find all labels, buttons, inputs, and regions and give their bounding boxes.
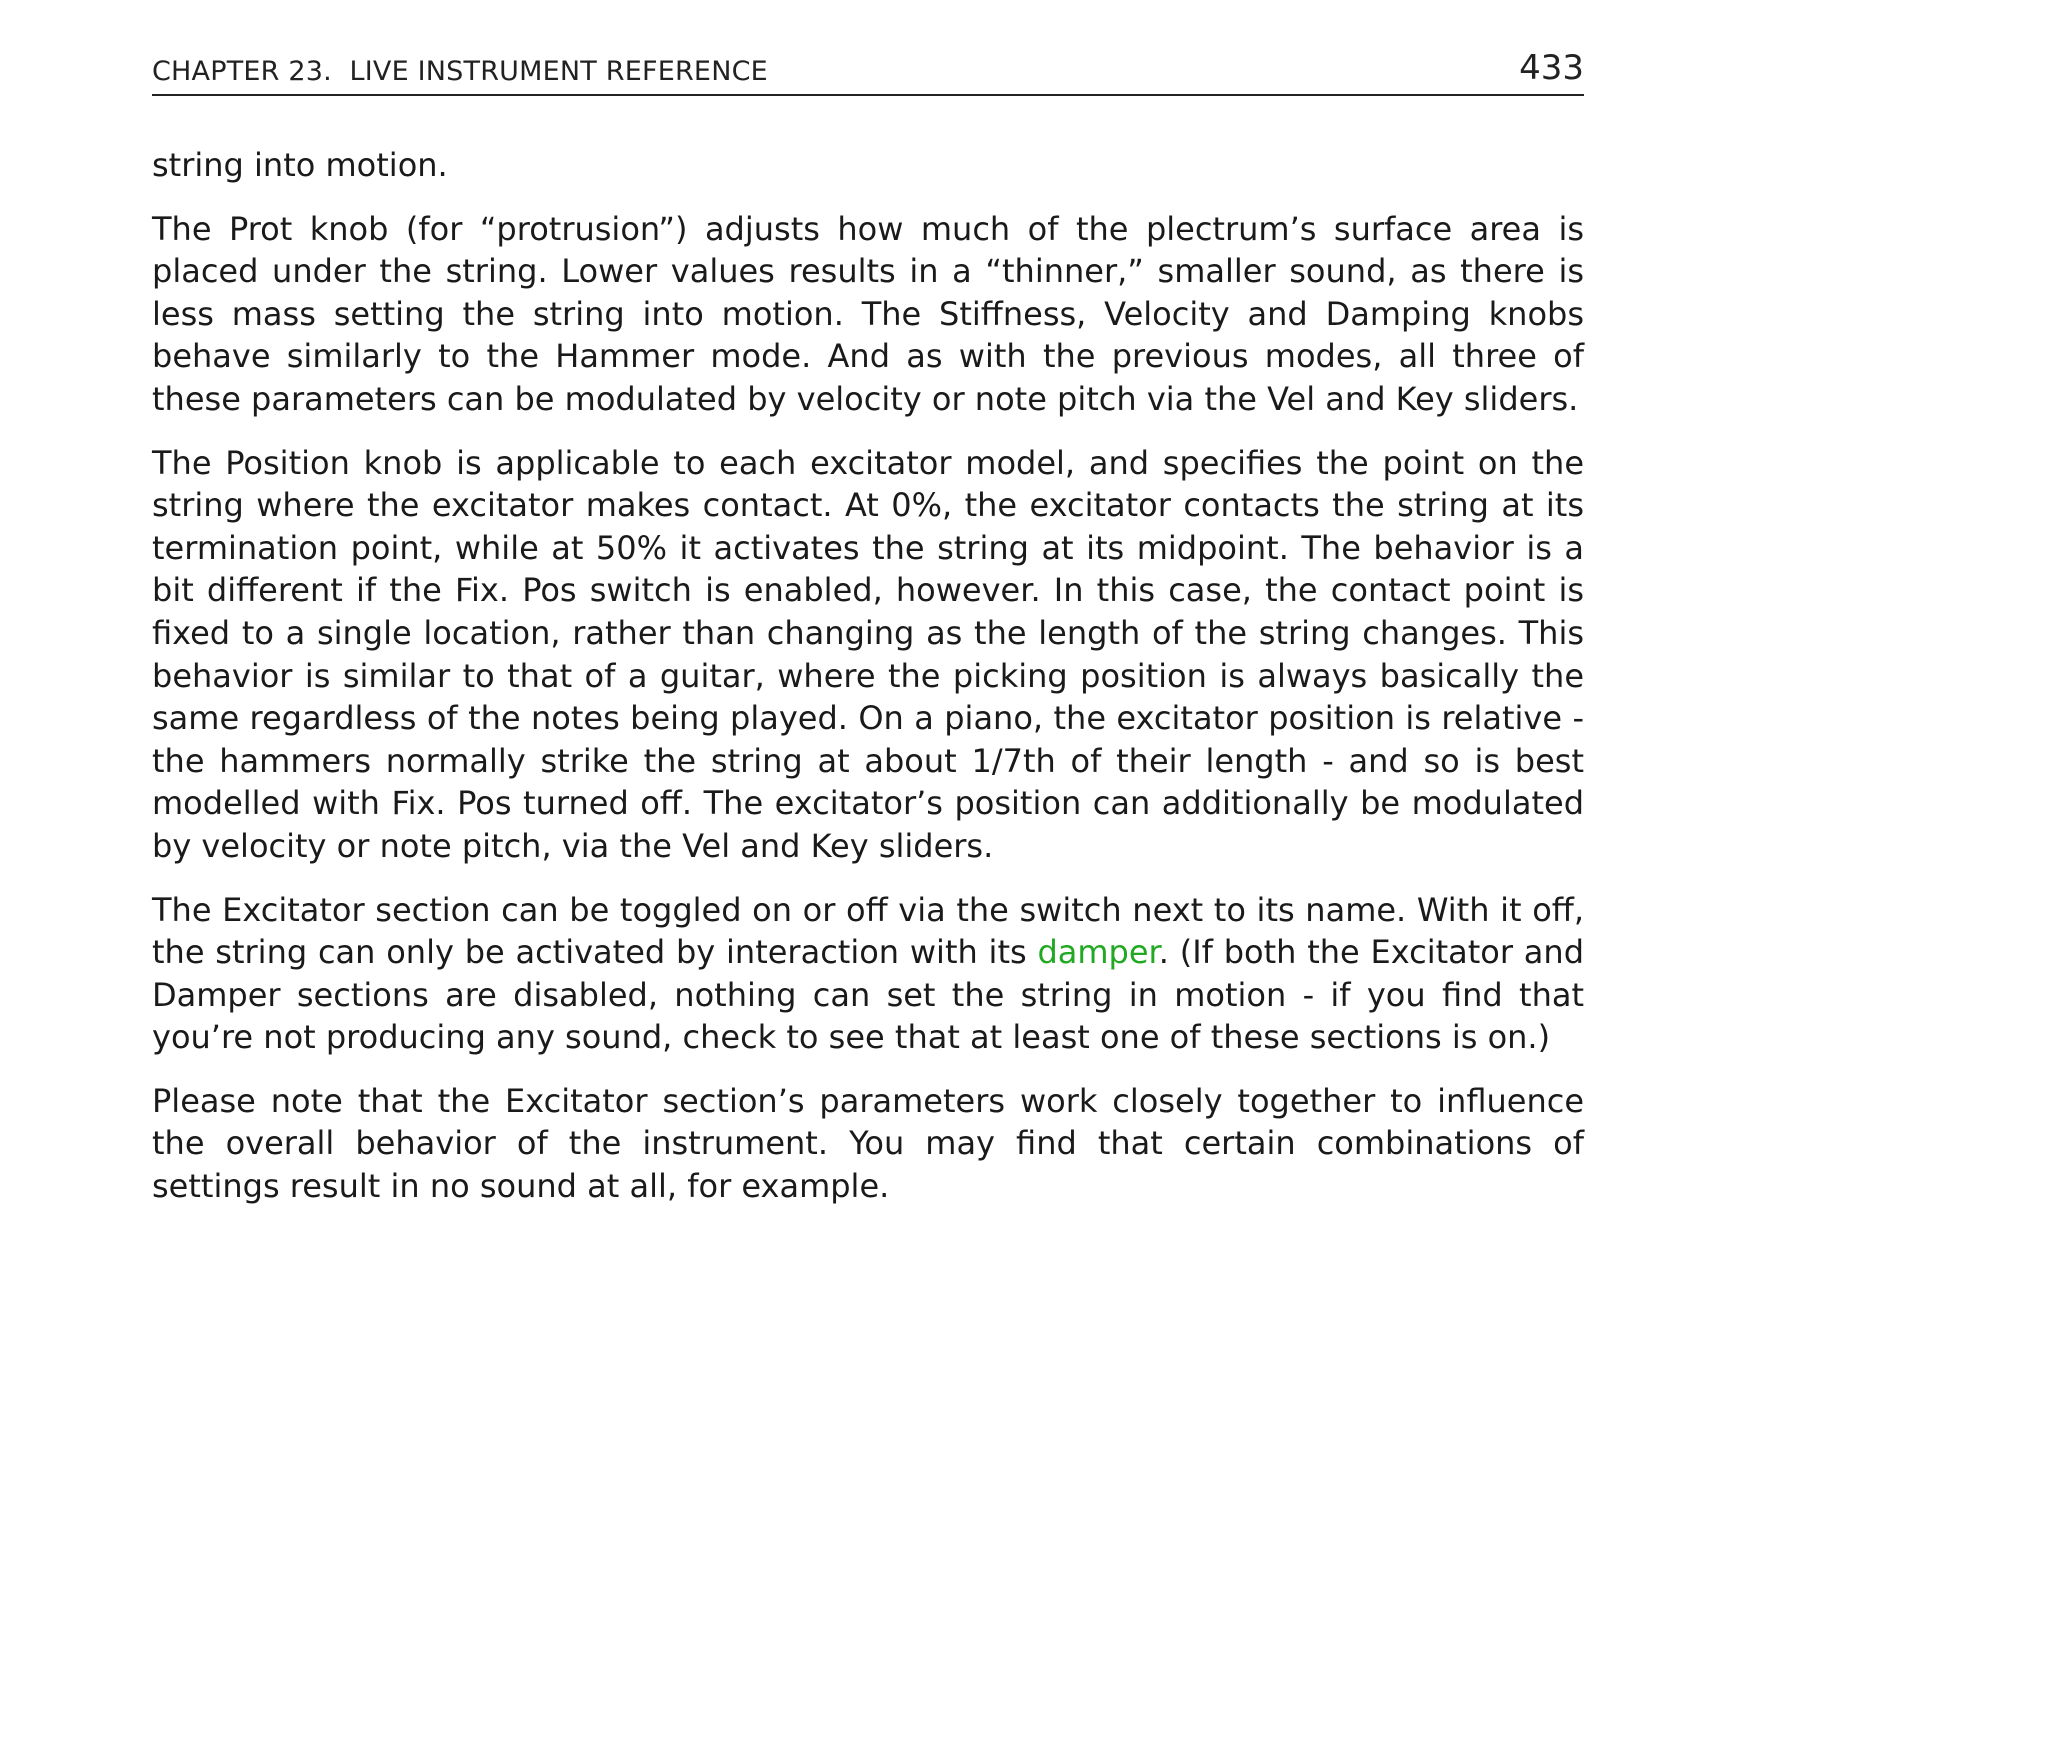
running-header (152, 48, 1584, 96)
paragraph-prot-knob: The Prot knob (for “protrusion”) adjusts how much of the plectrum’s surface area is placed under the string. Lower values results in a “thinner,” smaller sound, as there is less mass setting the string into motion. The Stiffness, Velocity and Damping knobs behave similarly to the Hammer mode. And as with the previous modes, all three of these parameters can be modulated by velocity or note pitch via the Vel and Key sliders. (152, 209, 1584, 418)
paragraph-parameter-note: Please note that the Excitator section’s parameters work closely together to influence the overall behavior of the instrument. You may find that certain combinations of settings result in no sound at all, for example. (152, 1081, 1584, 1206)
paragraph-continuation: string into motion. (152, 146, 448, 184)
paragraph-position-knob: The Position knob is applicable to each excitator model, and specifies the point on the string where the excitator makes contact. At 0%, the excitator contacts the string at its termination point, while at 50% it activates the string at its midpoint. The behavior is a bit different if the Fix. Pos switch is enabled, however. In this case, the contact point is fixed to a single location, rather than changing as the length of the string changes. This behavior is similar to that of a guitar, where the picking position is always basically the same regardless of the notes being played. On a piano, the excitator position is relative - the hammers normally strike the string at about 1/7th of their length - and so is best modelled with Fix. Pos turned off. The excitator’s position can additionally be modulated by velocity or note pitch, via the Vel and Key sliders. (152, 443, 1584, 865)
paragraph-text-before-link: The Excitator section can be toggled on or off via the switch next to its name. With it off, the string can only be activated by interaction with its (152, 890, 1584, 972)
paragraph-excitator-toggle (152, 889, 1584, 1059)
paragraph-text-after-link: . (If both the Excitator and Damper sections are disabled, nothing can set the string in motion - if you find that you’re not producing any sound, check to see that at least one of these sections is on.) (152, 933, 1585, 1057)
page-number: 433 (1519, 48, 1584, 88)
body-text (152, 144, 1584, 1229)
chapter-title: CHAPTER 23. LIVE INSTRUMENT REFERENCE (152, 56, 768, 87)
damper-link[interactable]: damper (1037, 933, 1159, 972)
